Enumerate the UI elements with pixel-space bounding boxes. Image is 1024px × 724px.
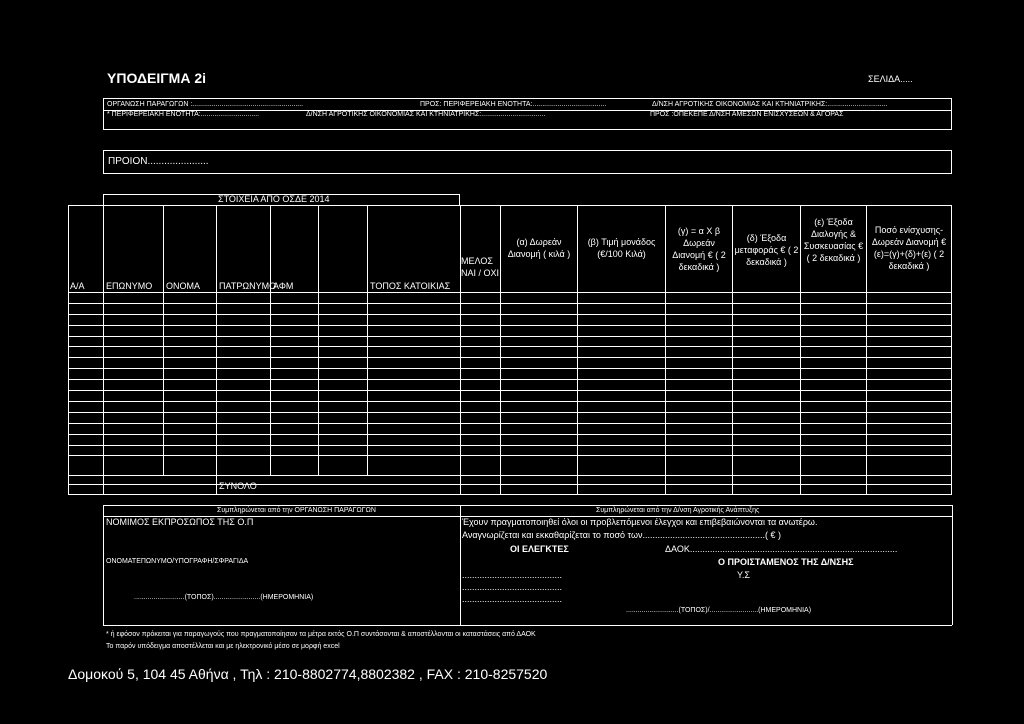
inspector-signature-line: ........................................ [462, 582, 563, 592]
footnote-producers: * ή εφόσον πρόκειται για παραγωγούς που πραγματοποίησαν τα μέτρα εκτός Ο.Π συντάσονται & αποστέλλονται οι καταστάσεις από ΔΑΟΚ [106, 631, 536, 638]
name-signature-stamp-label: ΟΝΟΜΑΤΕΠΩΝΥΜΟ/ΥΠΟΓΡΑΦΗ/ΣΦΡΑΓΙΔΑ [106, 558, 249, 565]
agri-directorate-field: Δ/ΝΣΗ ΑΓΡΟΤΙΚΗΣ ΟΙΚΟΝΟΜΙΑΣ ΚΑΙ ΚΤΗΝΙΑΤΡΙΚΗΣ:............................... [652, 101, 888, 108]
col-header-surname: ΕΠΩΝΥΜΟ [106, 281, 153, 291]
producer-org-section-header: Συμπληρώνεται από την ΟΡΓΑΝΩΣΗ ΠΑΡΑΓΩΓΩΝ [217, 507, 376, 514]
inspectors-label: ΟΙ ΕΛΕΓΚΤΕΣ [510, 544, 569, 554]
col-header-unit-price: (β) Τιμή μονάδος (€/100 Κιλά) [587, 237, 656, 260]
regional-unit-field: ΠΡΟΣ: ΠΕΡΙΦΕΡΕΙΑΚΗ ΕΝΟΤΗΤΑ:...................................... [420, 101, 607, 108]
table-row-rule [68, 445, 952, 446]
table-row-rule [68, 379, 952, 380]
col-divider [500, 205, 501, 495]
ys-label: Υ.Σ [737, 570, 750, 580]
osde-group-header: ΣΤΟΙΧΕΙΑ ΑΠΟ ΟΣΔΕ 2014 [218, 194, 330, 204]
table-row-rule [68, 336, 952, 337]
col-header-afm: ΑΦΜ [273, 281, 294, 291]
col-divider [665, 205, 666, 495]
producer-org-field: ΟΡΓΑΝΩΣΗ ΠΑΡΑΓΩΓΩΝ :......................................................... [107, 101, 304, 108]
table-row-rule [68, 412, 952, 413]
table-row-rule [68, 390, 952, 391]
table-row-rule [68, 292, 952, 293]
table-row-rule [68, 455, 952, 456]
table-row-rule [68, 475, 952, 476]
regional-unit-alt-field: * ΠΕΡΙΦΕΡΕΙΑΚΗ ΕΝΟΤΗΤΑ:.............................. [107, 111, 260, 118]
table-row-rule [68, 484, 952, 485]
checks-statement: Έχουν πραγματοποιηθεί όλοι οι προβλεπόμενοι έλεγχοι και επιβεβαιώνονται τα ανωτέρω. [462, 517, 818, 527]
col-divider [103, 205, 104, 495]
agri-dev-section-header: Συμπληρώνεται από την Δ/νση Αγροτικής Ανάπτυξης [596, 507, 760, 514]
signature-right-border [952, 505, 953, 625]
signature-bottom-rule [103, 625, 952, 626]
col-divider [800, 205, 801, 495]
legal-representative-label: ΝΟΜΙΜΟΣ ΕΚΠΡΟΣΩΠΟΣ ΤΗΣ Ο.Π [106, 517, 254, 527]
col-header-free-distribution-kg: (α) Δωρεάν Διανομή ( κιλά ) [507, 237, 571, 260]
product-box [103, 150, 952, 174]
daok-field: ΔΑΟΚ................................................................................... [665, 544, 898, 554]
amount-acknowledgement: Αναγνωρίζεται και εκκαθαρίζεται το ποσό των.................................................( € ) [462, 530, 781, 540]
table-row-rule [68, 434, 952, 435]
col-header-aid-amount: Ποσό ενίσχυσης- Δωρεάν Διανομή € (ε)=(γ)+(δ)+(ε) ( 2 δεκαδικά ) [871, 225, 947, 272]
table-row-rule [68, 303, 952, 304]
agri-directorate-alt-field: Δ/ΝΣΗ ΑΓΡΟΤΙΚΗΣ ΟΙΚΟΝΟΜΙΑΣ ΚΑΙ ΚΤΗΝΙΑΤΡΙΚΗΣ:................................. [306, 111, 546, 118]
footer-contact-address: Δομοκού 5, 104 45 Αθήνα , Τηλ : 210-8802774,8802382 , FAX : 210-8257520 [68, 666, 548, 682]
col-divider [732, 205, 733, 495]
inspector-signature-line: ........................................ [462, 570, 563, 580]
col-header-aa: Α/Α [70, 281, 85, 291]
col-header-transport-costs: (δ) Έξοδα μεταφοράς € ( 2 δεκαδικά ) [734, 233, 799, 268]
col-header-father-name: ΠΑΤΡΩΝΥΜΟ [219, 281, 277, 291]
table-row-rule [68, 314, 952, 315]
table-row-rule [68, 423, 952, 424]
col-header-residence: ΤΟΠΟΣ ΚΑΤΟΙΚΙΑΣ [370, 281, 451, 291]
opekepe-recipient: ΠΡΟΣ :ΟΠΕΚΕΠΕ Δ/ΝΣΗ ΑΜΕΣΩΝ ΕΝΙΣΧΥΣΕΩΝ & ΑΓΟΡΑΣ [650, 111, 844, 118]
table-row-rule [68, 325, 952, 326]
col-divider [216, 205, 217, 495]
table-row-rule [68, 346, 952, 347]
form-title: ΥΠΟΔΕΙΓΜΑ 2i [107, 70, 207, 86]
table-row-rule [68, 357, 952, 358]
place-date-left: ..........................(ΤΟΠΟΣ)........................(ΗΜΕΡΟΜΗΝΙΑ) [134, 594, 314, 601]
page-number-label: ΣΕΛΙΔΑ..... [868, 74, 913, 84]
col-header-name: ΟΝΟΜΑ [166, 281, 201, 291]
col-header-free-distribution-eur: (γ) = α Χ β Δωρεάν Διανομή € ( 2 δεκαδικά ) [672, 226, 726, 273]
col-divider [460, 205, 461, 495]
inspector-signature-line: ........................................ [462, 594, 563, 604]
footnote-excel: Το παρόν υπόδειγμα αποστέλλεται και με ηλεκτρονικό μέσο σε μορφή excel [106, 643, 340, 650]
col-divider [577, 205, 578, 495]
signature-mid-border [460, 505, 461, 625]
place-date-right: ...........................(ΤΟΠΟΣ)/.........................(ΗΜΕΡΟΜΗΝΙΑ) [626, 607, 812, 614]
signature-top-rule [103, 505, 952, 506]
director-label: Ο ΠΡΟΙΣΤΑΜΕΝΟΣ ΤΗΣ Δ/ΝΣΗΣ [718, 557, 854, 567]
signature-left-border [103, 505, 104, 625]
total-label: ΣΥΝΟΛΟ [219, 481, 257, 491]
col-header-member: ΜΕΛΟΣ ΝΑΙ / ΟΧΙ [461, 256, 500, 279]
product-label: ΠΡΟΙΟΝ...................... [108, 156, 209, 167]
table-row-rule [68, 401, 952, 402]
table-row-rule [68, 368, 952, 369]
col-header-sorting-packaging: (ε) Έξοδα Διαλογής & Συσκευασίας € ( 2 δεκαδικά ) [803, 217, 864, 264]
